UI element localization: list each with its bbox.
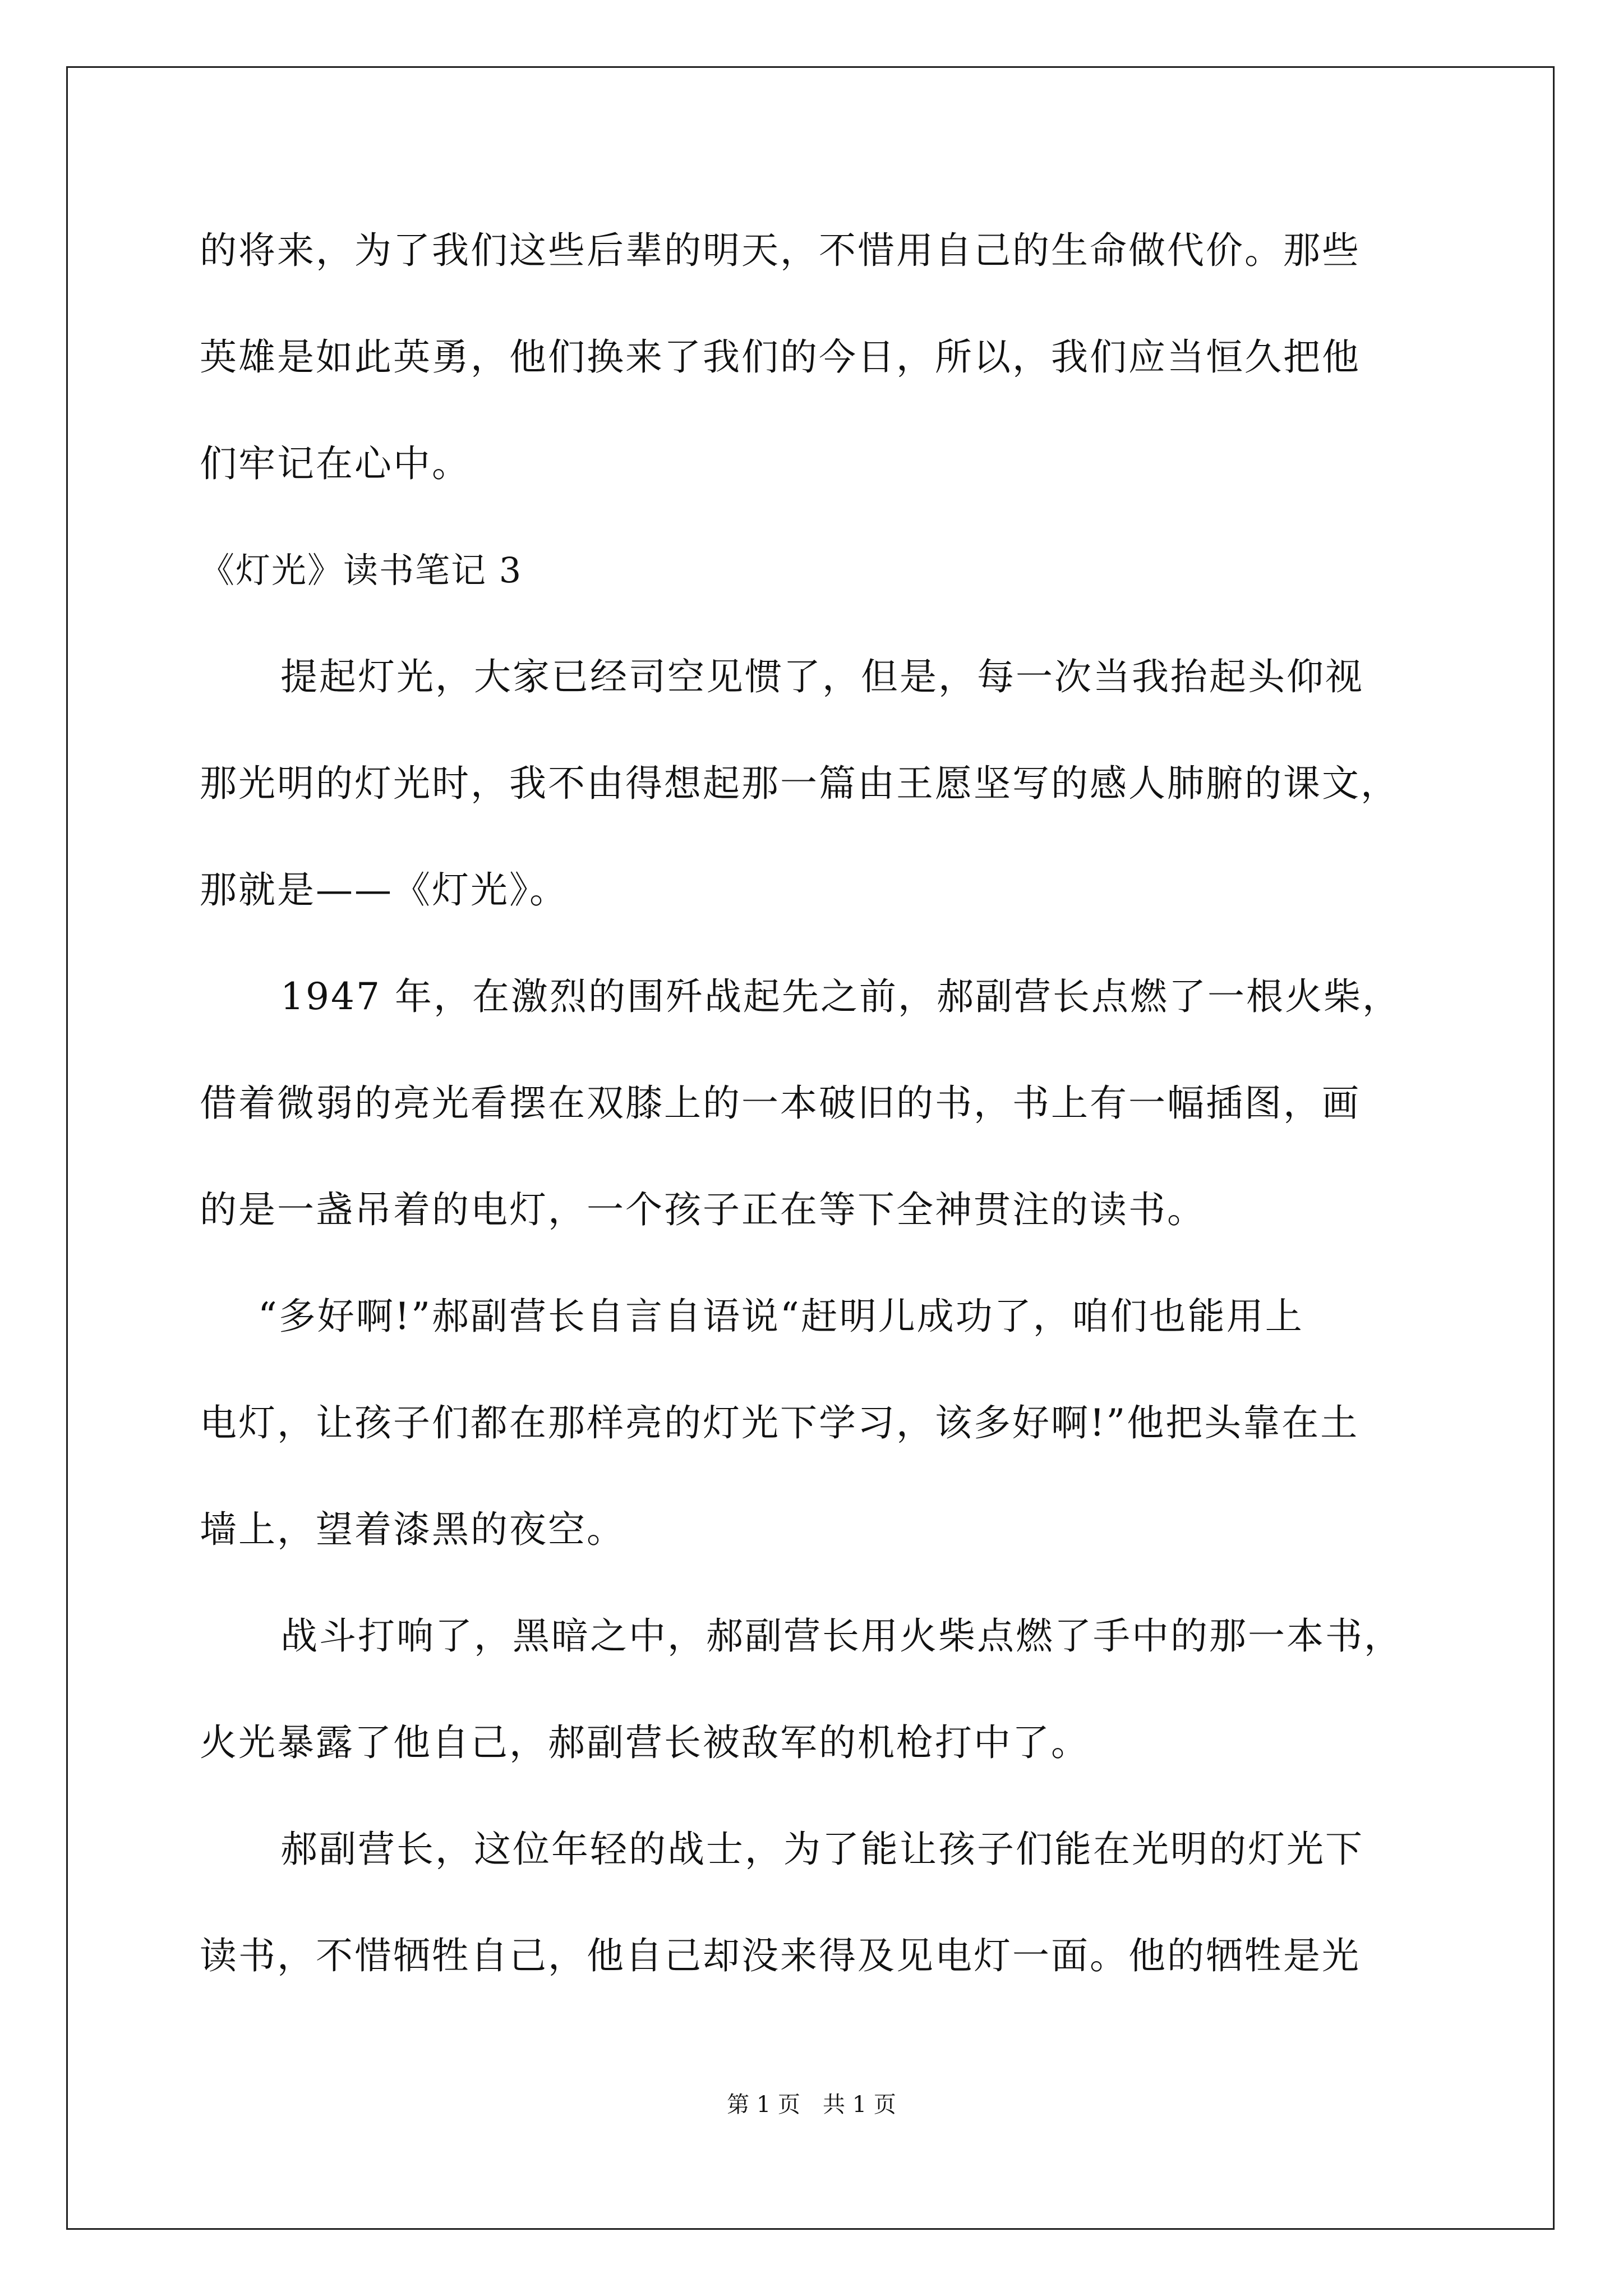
text-line: 借着微弱的亮光看摆在双膝上的一本破旧的书，书上有一幅插图，画 <box>200 1082 1361 1125</box>
text-line: 们牢记在心中。 <box>200 442 471 485</box>
text-line: 那光明的灯光时，我不由得想起那一篇由王愿坚写的感人肺腑的课文， <box>200 762 1399 805</box>
text-line: 的将来，为了我们这些后辈的明天，不惜用自己的生命做代价。那些 <box>200 229 1361 272</box>
text-line: 郝副营长，这位年轻的战士，为了能让孩子们能在光明的灯光下 <box>280 1828 1364 1871</box>
text-line: “多好啊!”郝副营长自言自语说“赶明儿成功了，咱们也能用上 <box>258 1295 1304 1338</box>
page-footer <box>0 2088 1623 2122</box>
text-line: 的是一盏吊着的电灯，一个孩子正在等下全神贯注的读书。 <box>200 1188 1206 1231</box>
text-line: 火光暴露了他自己，郝副营长被敌军的机枪打中了。 <box>200 1721 1090 1764</box>
page-total: 共 1 页 <box>823 2092 896 2118</box>
text-line: 战斗打响了，黑暗之中，郝副营长用火柴点燃了手中的那一本书， <box>280 1614 1403 1658</box>
text-line: 英雄是如此英勇，他们换来了我们的今日，所以，我们应当恒久把他 <box>200 335 1361 379</box>
text-line: 那就是——《灯光》。 <box>200 868 568 912</box>
section-heading: 《灯光》读书笔记 3 <box>200 550 523 591</box>
page-border <box>66 66 1555 2230</box>
text-line: 墙上，望着漆黑的夜空。 <box>200 1508 625 1551</box>
text-line: 提起灯光，大家已经司空见惯了，但是，每一次当我抬起头仰视 <box>280 655 1364 698</box>
text-line: 电灯，让孩子们都在那样亮的灯光下学习，该多好啊!”他把头靠在土 <box>200 1401 1359 1444</box>
page-number: 第 1 页 <box>727 2092 800 2118</box>
text-line: 1947 年，在激烈的围歼战起先之前，郝副营长点燃了一根火柴， <box>280 975 1401 1018</box>
text-line: 读书，不惜牺牲自己，他自己却没来得及见电灯一面。他的牺牲是光 <box>200 1934 1361 1977</box>
